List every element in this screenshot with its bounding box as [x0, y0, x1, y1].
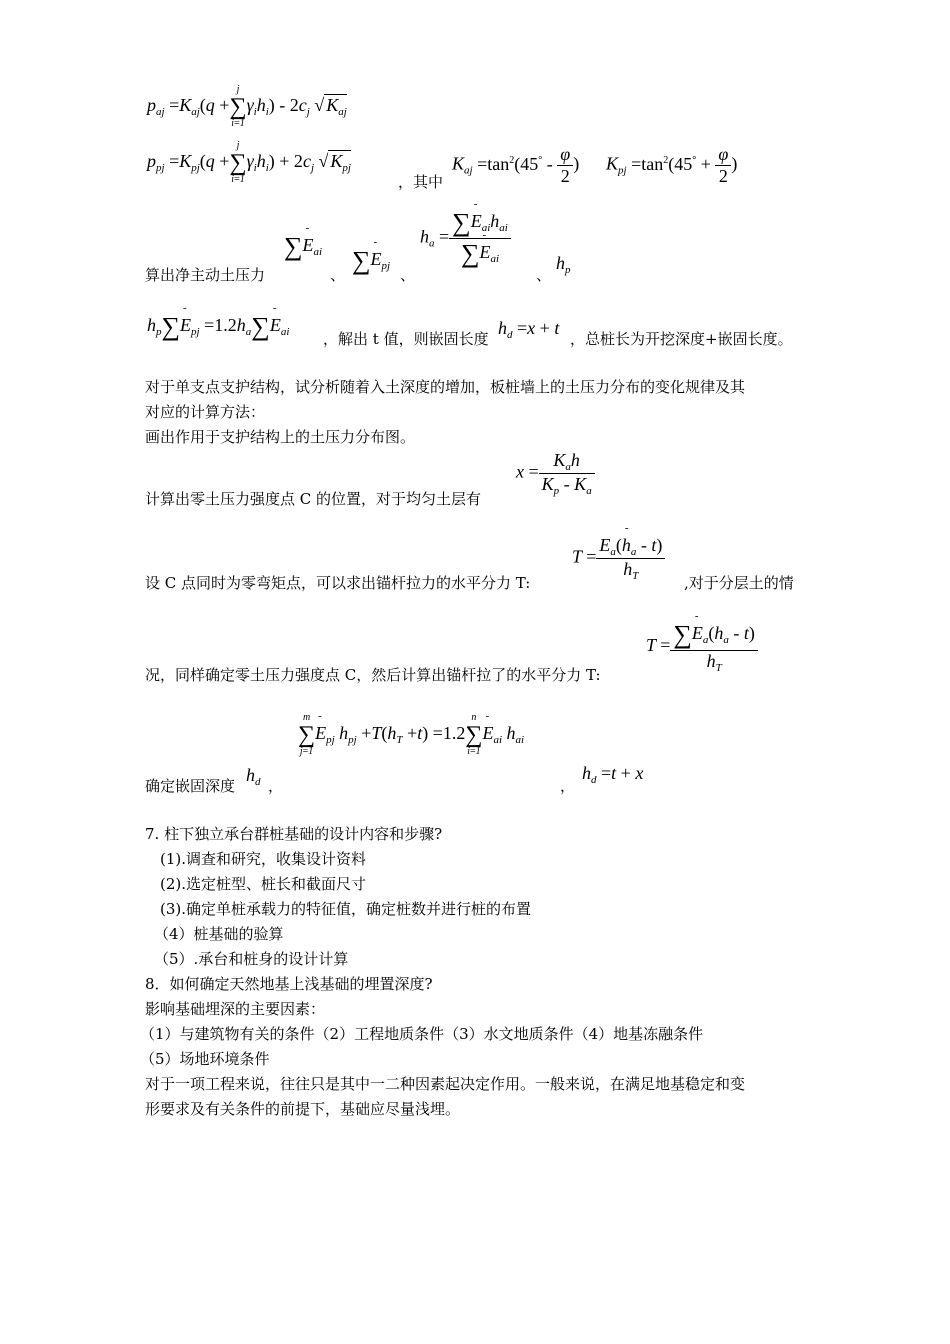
q8-summary-line1: 对于一项工程来说，往往只是其中一二种因素起决定作用。一般来说，在满足地基稳定和变	[145, 1075, 746, 1093]
text-para1-line2: 对应的计算方法：	[145, 403, 266, 421]
formula-t-uniform: T = $\frac{E_a(- h_a - t)}{h_T}$	[572, 535, 665, 582]
text-para1-line1: 对于单支点支护结构，试分析随着入土深度的增加，板桩墙上的土压力分布的变化规律及其	[145, 378, 746, 396]
formula-sum-epj: ∑- $E_{pj}$	[352, 246, 390, 276]
text-qizhong: ，其中	[398, 173, 444, 191]
text-layered-tail: ,对于分层土的情	[684, 574, 794, 592]
text-comma1: ，	[268, 777, 284, 795]
q7-step-3: (3).确定单桩承载力的特征值，确定桩数并进行桩的布置	[160, 900, 532, 918]
formula-equilibrium-2: m ∑ j=1 - $E_{pj}$ $h_{pj} +T(h_T +t) =1.2$ n ∑ i=1 - $E_{ai}$ $h_{ai}$	[298, 712, 524, 758]
q8-factor-5: （5）场地环境条件	[140, 1050, 270, 1068]
formula-k-pj: $K_{pj} =\tan^2(45^\circ$ + $\frac{\varphi}{2}$ )	[606, 144, 738, 186]
formula-h-d-label: $h_d$	[246, 765, 261, 788]
text-comma2: ，	[560, 777, 576, 795]
question-8: 8．如何确定天然地基上浅基础的埋置深度?	[145, 975, 433, 993]
q7-step-1: (1).调查和研究，收集设计资料	[160, 850, 367, 868]
q8-factors-list: （1）与建筑物有关的条件（2）工程地质条件（3）水文地质条件（4）地基冻融条件	[140, 1025, 704, 1043]
formula-h-p: $h_p$	[556, 253, 571, 276]
text-layered-line2: 况，同样确定零土压力强度点 C，然后计算出锚杆拉了的水平分力 T:	[145, 666, 601, 684]
formula-h-d-1: $h_d =x + t$	[498, 318, 560, 341]
text-dun1: 、	[330, 266, 346, 284]
formula-sum-eai: ∑- $E_{ai}$	[284, 232, 322, 262]
q7-step-2: (2).选定桩型、桩长和截面尺寸	[160, 875, 367, 893]
text-embed-depth: 确定嵌固深度	[145, 777, 236, 795]
text-net-active: 算出净主动土压力	[145, 266, 266, 284]
q7-step-5: （5）.承台和桩身的设计计算	[154, 950, 349, 968]
text-zero-point: 计算出零土压力强度点 C 的位置，对于均匀土层有	[145, 490, 482, 508]
text-dun2: 、	[400, 266, 416, 284]
formula-t-layered: T = $\frac{\sum- E_a(h_a - t)}{h_T}$	[646, 620, 758, 674]
q8-factors-title: 影响基础埋深的主要因素：	[145, 1000, 326, 1018]
text-para1-line3: 画出作用于支护结构上的土压力分布图。	[145, 428, 416, 446]
formula-x-zero: x = $\frac{K_ah}{K_p - K_a}$	[516, 450, 595, 497]
text-c-moment: 设 C 点同时为零弯矩点，可以求出锚杆拉力的水平分力 T:	[145, 574, 531, 592]
text-dun3: 、	[536, 266, 552, 284]
formula-equilibrium-1: $h_p\sum-$ $E_{pj} =1.2h_a\sum-$ $E_{ai}$	[147, 312, 289, 342]
formula-h-d-2: $h_d =t + x$	[582, 763, 644, 786]
formula-k-aj: $K_{aj} =\tan^2(45^\circ$ - $\frac{\varphi}{2}$ )	[452, 144, 580, 186]
formula-h-a: $h_a$ = $\frac{\sum- E_{ai}h_{ai}}{\sum- E_{ai}}$	[420, 208, 511, 269]
text-total-length: ，总桩长为开挖深度+嵌固长度。	[570, 330, 793, 348]
formula-p-pj: $p_{pj} =K_{pj}(q$ + j ∑ i=1 $\gamma_ih_i) + 2c_j$ √ $K_{pj}$	[147, 140, 351, 185]
text-solve-t: ，解出 t 值，则嵌固长度	[323, 330, 489, 348]
question-7: 7. 柱下独立承台群桩基础的设计内容和步骤?	[145, 825, 443, 843]
formula-p-aj: $p_{aj} =K_{aj}(q$ + j ∑ i=1 $\gamma_ih_i) - 2c_j$ √ $K_{aj}$	[147, 84, 347, 129]
q8-summary-line2: 形要求及有关条件的前提下，基础应尽量浅埋。	[145, 1100, 461, 1118]
q7-step-4: （4）桩基础的验算	[154, 925, 284, 943]
